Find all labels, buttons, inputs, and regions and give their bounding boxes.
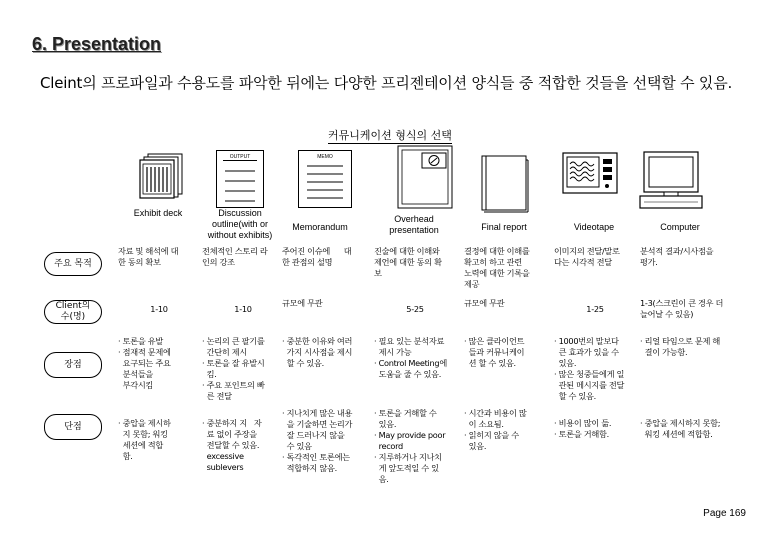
table-cell [282, 408, 372, 474]
format-label-line: Exhibit deck [133, 208, 183, 218]
cell-line: · 토론을 잘 유발시 [202, 358, 265, 368]
computer-icon [638, 150, 704, 214]
format-label-videotape [550, 222, 638, 233]
table-cell [202, 336, 292, 402]
cell-line: · 토론을 유발 [118, 336, 163, 346]
cell-line: · 많은 청중들에게 일 [554, 369, 625, 379]
cell-line: · 많은 클라이언트 [464, 336, 525, 346]
table-cell [374, 246, 464, 279]
cell-line: 관된 메시지를 전달 [554, 380, 625, 390]
intro-text: Cleint의 프로파일과 수용도를 파악한 뒤에는 다양한 프리젠테이션 양식들 중 적합한 것들을 선택할 수 있음. [40, 74, 733, 92]
row-label-line: 주요 목적 [54, 258, 92, 269]
table-cell [118, 418, 208, 462]
table-cell [374, 408, 464, 485]
cell-line: · 토론을 거해할 수 [374, 408, 437, 418]
cell-line: 5-25 [406, 304, 424, 314]
cell-line: 료 없이 주장을 [202, 429, 257, 439]
row-label-line: 장점 [64, 359, 82, 370]
cell-line: 른 전달 [202, 391, 232, 401]
cell-line: · 지루하거나 지나치 [374, 452, 442, 462]
format-label-line: outline(with or [211, 219, 269, 229]
format-label-exhibit-deck [114, 208, 202, 219]
cell-line: 이미지의 전달/말로 [554, 246, 620, 256]
cell-line: · 중압을 제시하 [118, 418, 171, 428]
cell-line: 1-10 [234, 304, 252, 314]
cell-line: · 토론을 거해함. [554, 429, 609, 439]
cell-line: · 중분하지 지 자 [202, 418, 262, 428]
cell-line: 게 앞도적일 수 있 [374, 463, 439, 473]
cell-line: 함. [118, 451, 133, 461]
cell-line: 들과 커뮤니케이 [464, 347, 525, 357]
page-number: Page 169 [703, 508, 746, 519]
row-label [44, 300, 102, 324]
cell-line: · 1000번의 말보다 [554, 336, 619, 346]
table-cell [374, 304, 456, 315]
format-label-line: without exhibits) [207, 230, 273, 240]
table-cell [282, 298, 372, 309]
cell-line: · 주요 포인트의 빠 [202, 380, 265, 390]
format-label-discussion-outline [196, 208, 284, 241]
format-label-line: Computer [660, 222, 700, 232]
cell-line: 할 수 있음. [282, 358, 324, 368]
cell-line: 워킹 세션에 적합함. [640, 429, 713, 439]
format-label-line: Final report [481, 222, 527, 232]
cell-line: 결이 가능함. [640, 347, 688, 357]
table-cell [554, 336, 644, 402]
format-label-memorandum [276, 222, 364, 233]
cell-line: 다는 시각적 전달 [554, 257, 612, 267]
cell-line: 자료 및 해석에 대 [118, 246, 179, 256]
page-title: 6. Presentation [32, 34, 162, 54]
cell-line: 전달할 수 있음. [202, 440, 260, 450]
cell-line: 할 수 있음. [554, 391, 596, 401]
format-label-line: Memorandum [292, 222, 348, 232]
final-report-icon [480, 154, 530, 214]
cell-line: 분석들을 [118, 369, 154, 379]
row-label-line: Client의 [55, 301, 91, 311]
section-subheading-text: 커뮤니케이션 형식의 선택 [328, 129, 452, 142]
cell-line: 이 소요됨. [464, 419, 504, 429]
cell-line: 보 [374, 268, 382, 278]
cell-line: 확고히 하고 관련 [464, 257, 522, 267]
table-cell [554, 304, 636, 315]
cell-line: · 논리의 큰 팔기를 [202, 336, 265, 346]
cell-line: 적합하지 않음. [282, 463, 337, 473]
cell-line: 세션에 적합 [118, 440, 163, 450]
cell-line: 결정에 대한 이해를 [464, 246, 530, 256]
table-cell [202, 418, 292, 473]
cell-line: 1-3(스크린이 큰 경우 더 [640, 298, 724, 308]
table-cell [202, 304, 284, 315]
cell-line: 평가. [640, 257, 658, 267]
row-label-line: 수(명) [60, 312, 86, 322]
table-cell [640, 336, 772, 358]
cell-line: 간단히 제시 [202, 347, 247, 357]
cell-line: 큰 효과가 있을 수 [554, 347, 619, 357]
table-cell [464, 246, 554, 290]
cell-line: 있음. [554, 358, 577, 368]
cell-line: 인의 강조 [202, 257, 235, 267]
table-cell [640, 418, 772, 440]
cell-line: 제시 가능 [374, 347, 412, 357]
format-label-line: presentation [389, 225, 439, 235]
format-label-computer [636, 222, 724, 233]
table-cell [282, 246, 372, 268]
cell-line: 늘어날 수 있음) [640, 309, 694, 319]
cell-line: · 시간과 비용이 많 [464, 408, 527, 418]
table-cell [554, 418, 644, 440]
table-cell [118, 336, 208, 391]
row-label [44, 414, 102, 440]
cell-line: 제언에 대한 동의 확 [374, 257, 442, 267]
cell-line: · 지나치게 많은 내용 [282, 408, 353, 418]
table-cell [374, 336, 464, 380]
cell-line: · 점재적 문제에 [118, 347, 171, 357]
row-label-line: 단점 [64, 421, 82, 432]
cell-line: · 비용이 많이 듦. [554, 418, 612, 428]
format-label-line: Discussion [218, 208, 262, 218]
cell-line: 주어진 이슈에 대 [282, 246, 352, 256]
row-label [44, 352, 102, 378]
exhibit-deck-icon [136, 152, 186, 200]
cell-line: 분석적 결과/시사점을 [640, 246, 714, 256]
cell-line: 수 있음 [282, 441, 312, 451]
cell-line: sublevers [202, 462, 244, 472]
cell-line: · 중압을 제시하지 못함; [640, 418, 721, 428]
cell-line: · 독각적인 토론에는 [282, 452, 350, 462]
cell-line: 한 동의 확보 [118, 257, 161, 267]
cell-line: record [374, 441, 403, 451]
memorandum-icon [298, 150, 352, 208]
cell-line: · 중분한 이유와 여러 [282, 336, 353, 346]
cell-line: 진술에 대한 이해와 [374, 246, 440, 256]
cell-line: · 리얼 타임으로 문제 해 [640, 336, 720, 346]
table-cell [640, 298, 772, 320]
format-label-line: Overhead [394, 214, 434, 224]
cell-line: 션 할 수 있음. [464, 358, 516, 368]
format-label-overhead-presentation [370, 214, 458, 236]
output-label: OUTPUT [223, 154, 257, 161]
cell-line: 을 기술하면 논리가 [282, 419, 353, 429]
table-cell [282, 336, 372, 369]
videotape-icon [562, 152, 618, 196]
cell-line: 노력에 대한 기록을 [464, 268, 530, 278]
cell-line: 있음. [374, 419, 397, 429]
cell-line: 제공 [464, 279, 480, 289]
memo-label: MEMO [317, 154, 333, 160]
cell-line: 있음. [464, 441, 487, 451]
format-label-final-report [460, 222, 548, 233]
section-subheading [0, 127, 780, 143]
table-cell [464, 336, 554, 369]
cell-line: 킴. [202, 369, 217, 379]
discussion-outline-icon [216, 150, 264, 208]
cell-line: 규모에 무관 [464, 298, 505, 308]
cell-line: 요구되는 주요 [118, 358, 171, 368]
cell-line: 1-10 [150, 304, 168, 314]
cell-line: 부각시킴 [118, 380, 154, 390]
table-cell [118, 246, 208, 268]
table-cell [554, 246, 644, 268]
table-cell [640, 246, 772, 268]
table-cell [464, 298, 554, 309]
cell-line: · May provide poor [374, 430, 446, 440]
cell-line: 규모에 무관 [282, 298, 323, 308]
cell-line: 한 관점의 설명 [282, 257, 333, 267]
cell-line: 전체적인 스토리 라 [202, 246, 268, 256]
cell-line: · Control Meeting에 [374, 358, 447, 368]
cell-line: · 읽히지 않을 수 [464, 430, 519, 440]
table-cell [202, 246, 292, 268]
table-cell [464, 408, 554, 452]
cell-line: 음. [374, 474, 389, 484]
overhead-projector-icon [396, 144, 454, 212]
table-cell [118, 304, 200, 315]
cell-line: excessive [202, 451, 244, 461]
row-label [44, 252, 102, 276]
cell-line: 가지 시사점을 제시 [282, 347, 353, 357]
cell-line: 잘 드러나지 않을 [282, 430, 345, 440]
format-label-line: Videotape [573, 222, 615, 232]
cell-line: 1-25 [586, 304, 604, 314]
cell-line: · 필요 있는 분석자료 [374, 336, 445, 346]
cell-line: 도움을 줄 수 있음. [374, 369, 442, 379]
cell-line: 지 못함; 워킹 [118, 429, 168, 439]
